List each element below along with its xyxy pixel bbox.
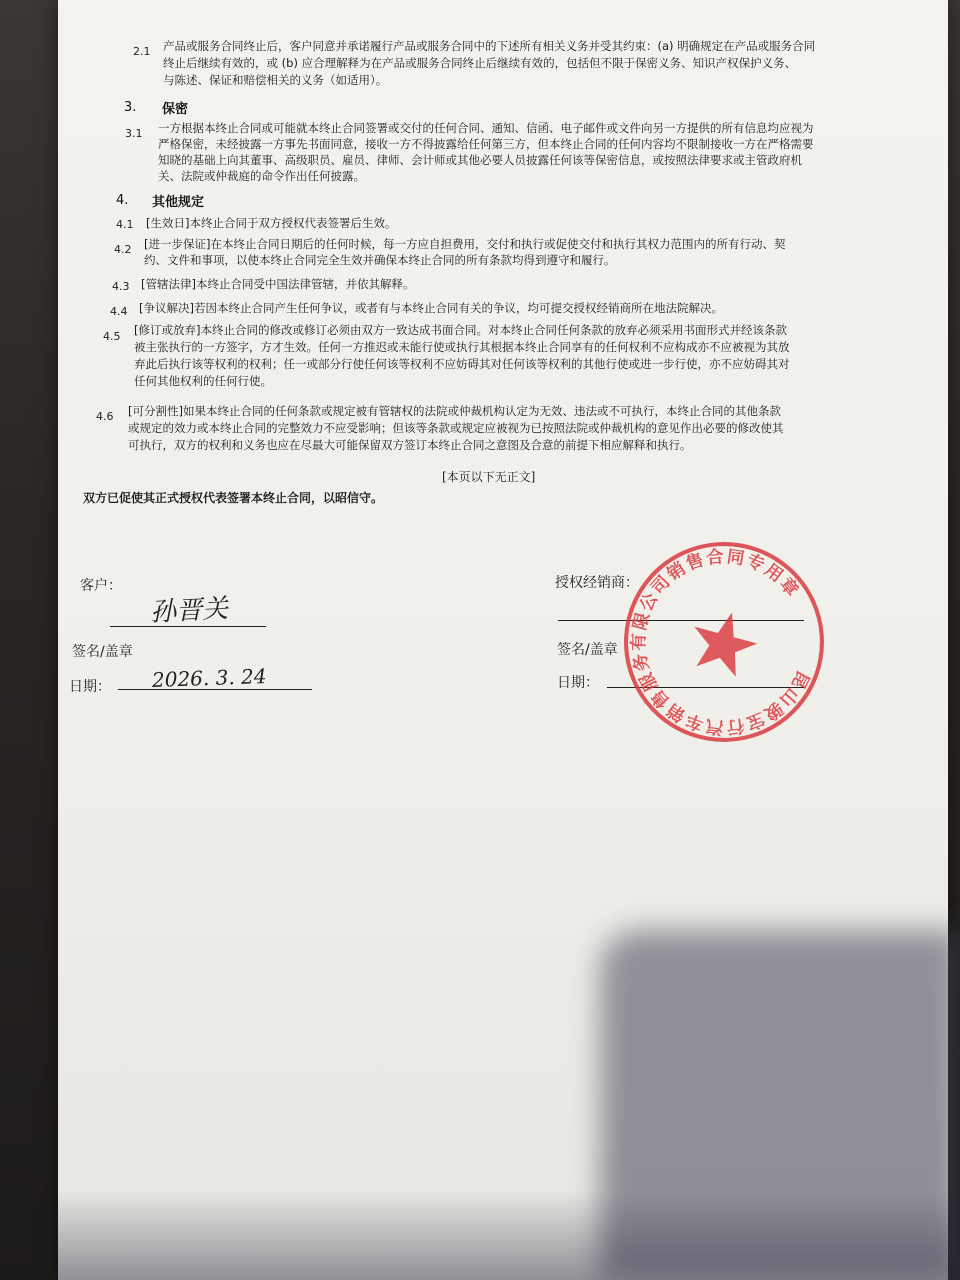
clause-2-1-line: 产品或服务合同终止后，客户同意并承诺履行产品或服务合同中的下述所有相关义务并受其约束：(a) 明确规定在产品或服务合同 — [163, 39, 816, 53]
customer-date-label: 日期： — [69, 679, 111, 695]
clause-4-6-line: 可执行，双方的权利和义务也应在尽最大可能保留双方签订本终止合同之意图及合意的前提下相应解释和执行。 — [128, 438, 692, 452]
section-number: 4. — [116, 193, 129, 208]
photo-shadow-bottom — [58, 1190, 960, 1280]
dealer-sign-label: 签名/盖章 — [557, 642, 618, 658]
clause-3-1-line: 一方根据本终止合同或可能就本终止合同签署或交付的任何合同、通知、信函、电子邮件或文件向另一方提供的所有信息均应视为 — [158, 121, 814, 135]
clause-2-1-line: 与陈述、保证和赔偿相关的义务（如适用）。 — [163, 73, 388, 87]
clause-4-3-line: [管辖法律]本终止合同受中国法律管辖，并依其解释。 — [141, 277, 415, 291]
clause-4-6-line: [可分割性]如果本终止合同的任何条款或规定被有管辖权的法院或仲裁机构认定为无效、违法或不可执行，本终止合同的其他条款 — [128, 404, 781, 418]
clause-4-5-line: 被主张执行的一方签字，方才生效。任何一方推迟或未能行使或执行其根据本终止合同享有的任何权利不应构成亦不应被视为其放 — [134, 340, 790, 354]
seal-text: 昆山骏宝行汽车销售服务有限公司销售合同专用章 — [629, 546, 813, 738]
clause-number: 4.5 — [103, 330, 121, 343]
section-title: 其他规定 — [152, 195, 205, 210]
section-number: 3. — [124, 100, 137, 115]
clause-4-4-line: [争议解决]若因本终止合同产生任何争议，或者有与本终止合同有关的争议，均可提交授权经销商所在地法院解决。 — [139, 301, 723, 315]
witness-statement: 双方已促使其正式授权代表签署本终止合同，以昭信守。 — [83, 491, 384, 505]
customer-date-line — [118, 689, 312, 690]
company-seal-stamp — [622, 540, 826, 744]
clause-number: 4.2 — [114, 243, 132, 256]
clause-3-1-line: 知晓的基础上向其董事、高级职员、雇员、律师、会计师或其他必要人员披露任何该等保密信息，或按照法律要求或主管政府机 — [158, 153, 802, 167]
clause-number: 4.1 — [116, 218, 134, 231]
customer-label: 客户： — [80, 578, 122, 594]
clause-3-1-line: 严格保密，未经披露一方事先书面同意，接收一方不得披露给任何第三方，但本终止合同的任何内容均不限制接收一方在严格需要 — [158, 137, 814, 151]
clause-4-5-line: [修订或放弃]本终止合同的修改或修订必须由双方一致达成书面合同。对本终止合同任何条款的放弃必须采用书面形式并经该条款 — [134, 323, 787, 337]
clause-number: 4.6 — [96, 410, 114, 423]
customer-sign-label: 签名/盖章 — [72, 644, 133, 660]
clause-4-1-line: [生效日]本终止合同于双方授权代表签署后生效。 — [146, 216, 397, 230]
clause-4-5-line: 任何其他权利的任何行使。 — [134, 374, 272, 388]
clause-4-2-line: [进一步保证]在本终止合同日期后的任何时候，每一方应自担费用，交付和执行或促使交付和执行其权力范围内的所有行动、契 — [144, 237, 786, 251]
seal-star-icon — [685, 604, 764, 680]
clause-number: 4.3 — [112, 280, 130, 293]
customer-handwritten-date: 2026. 3. 24 — [151, 664, 267, 692]
dealer-label: 授权经销商： — [555, 575, 639, 591]
dealer-date-label: 日期： — [557, 675, 599, 691]
clause-3-1-line: 关、法院或仲裁庭的命令作出任何披露。 — [158, 169, 365, 183]
clause-number: 3.1 — [125, 127, 143, 140]
customer-handwritten-signature: 孙晋关 — [149, 593, 229, 629]
clause-number: 4.4 — [110, 305, 128, 318]
end-of-text-note: [本页以下无正文] — [442, 470, 536, 484]
clause-4-5-line: 弃此后执行该等权利的权利；任一或部分行使任何该等权利不应妨碍其对任何该等权利的其他行使或进一步行使，亦不应妨碍其对 — [134, 357, 790, 371]
clause-number: 2.1 — [133, 45, 151, 58]
clause-4-6-line: 或规定的效力或本终止合同的完整效力不应受影响；但该等条款或规定应被视为已按照法院或仲裁机构的意见作出必要的修改使其 — [128, 421, 784, 435]
clause-2-1-line: 终止后继续有效的，或 (b) 应合理解释为在产品或服务合同终止后继续有效的，包括但不限于保密义务、知识产权保护义务、 — [163, 56, 797, 70]
customer-signature-line — [110, 626, 266, 627]
clause-4-2-line: 约、文件和事项，以使本终止合同完全生效并确保本终止合同的所有条款均得到遵守和履行。 — [144, 253, 616, 267]
section-title: 保密 — [162, 102, 189, 117]
